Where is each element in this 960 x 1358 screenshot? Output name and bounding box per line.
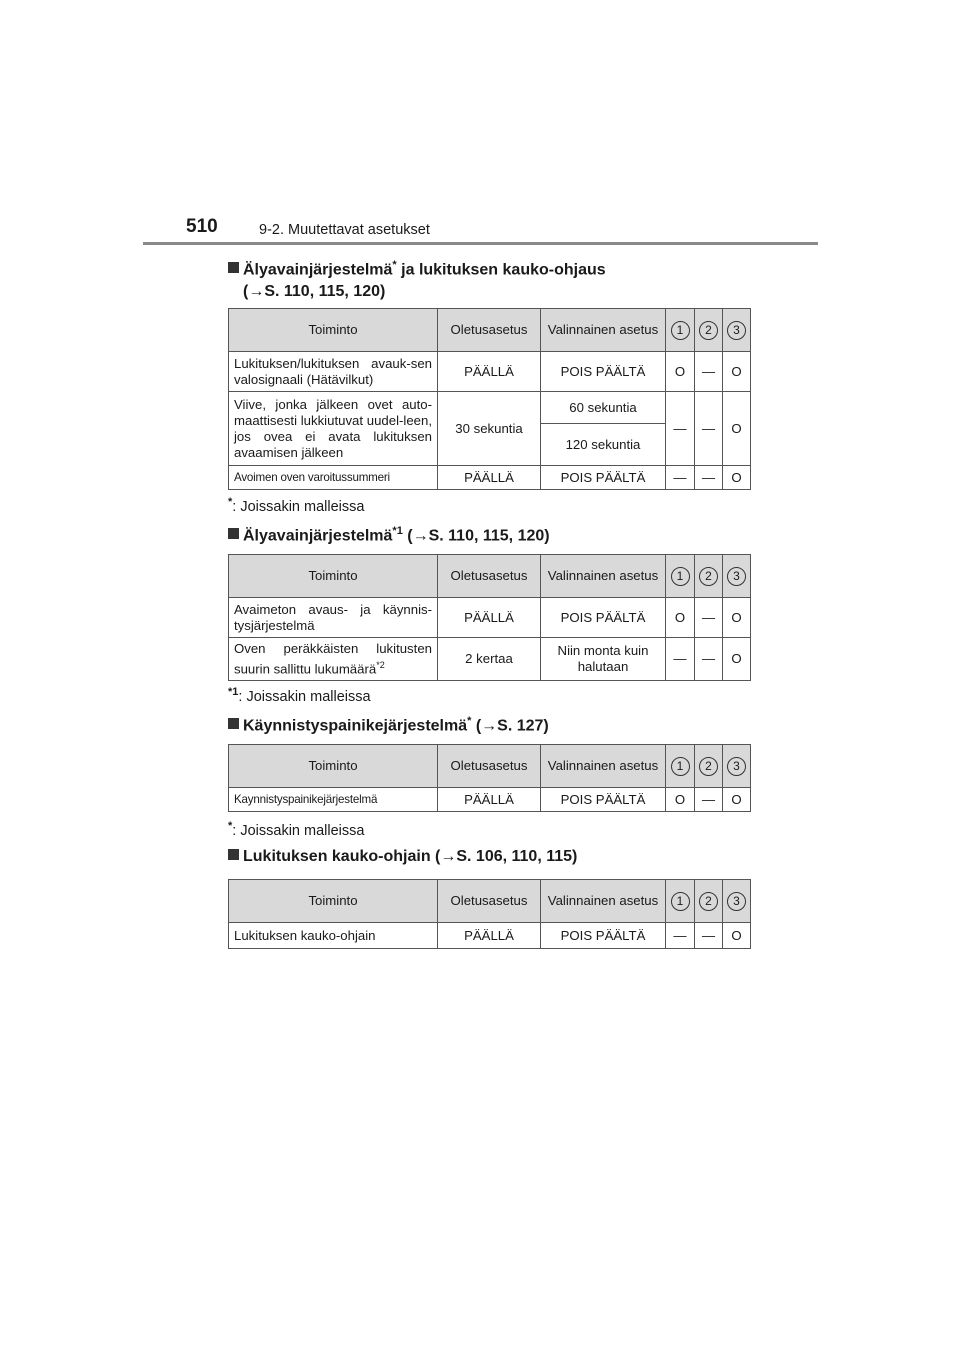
bullet-square-icon [228,718,239,729]
table-row: Lukituksen/lukituksen avauk-sen valosignaali (Hätävilkut) PÄÄLLÄ POIS PÄÄLTÄ O — O [229,352,751,392]
settings-table-4 [228,879,751,949]
bullet-square-icon [228,262,239,273]
table-row: 120 sekuntia [229,424,751,466]
settings-table-1 [228,308,751,490]
footnote-2: $^{*1}$: Joissakin malleissa [228,686,371,705]
table-row: Avoimen oven varoitussummeri PÄÄLLÄ POIS PÄÄLTÄ — — O [229,466,751,490]
section4-heading: Lukituksen kauko-ohjain (→S. 106, 110, 115) [228,846,577,868]
table-row: Kaynnistyspainikejärjestelmä PÄÄLLÄ POIS PÄÄLTÄ O — O [229,788,751,812]
table-row: Lukituksen kauko-ohjain PÄÄLLÄ POIS PÄÄLTÄ — — O [229,923,751,949]
bullet-square-icon [228,849,239,860]
footnote-3: *: Joissakin malleissa [228,820,365,839]
table-header-row: Toiminto Oletusasetus Valinnainen asetus 1 2 3 [229,309,751,352]
table-header-row: Toiminto Oletusasetus Valinnainen asetus 1 2 3 [229,555,751,598]
bullet-square-icon [228,528,239,539]
section3-heading: Käynnistyspainikejärjestelmä* (→S. 127) [228,710,549,737]
settings-table-3 [228,744,751,812]
table-header-row: Toiminto Oletusasetus Valinnainen asetus 1 2 3 [229,880,751,923]
table-row: Viive, jonka jälkeen ovet auto-maattisesti lukkiutuvat uudel-leen, jos ovea ei avata lukituksen avaamisen jälkeen 30 sekuntia 60 sekuntia — — O [229,392,751,424]
header-rule [143,242,818,245]
section2-heading: Älyavainjärjestelmä$^{*1}$ (→S. 110, 115, 120) [228,520,550,547]
footnote-1: *: Joissakin malleissa [228,496,365,515]
table-row: Oven peräkkäisten lukitusten suurin sallittu lukumäärä$^{*2}$ 2 kertaa Niin monta kuin halutaan — — O [229,638,751,681]
page-number: 510 [186,216,218,237]
section-title: 9-2. Muutettavat asetukset [259,222,430,238]
section1-heading: Älyavainjärjestelmä* ja lukituksen kauko-ohjaus (→S. 110, 115, 120) [228,254,606,303]
table-row: Avaimeton avaus- ja käynnis-tysjärjestelmä PÄÄLLÄ POIS PÄÄLTÄ O — O [229,598,751,638]
table-header-row: Toiminto Oletusasetus Valinnainen asetus 1 2 3 [229,745,751,788]
settings-table-2 [228,554,751,681]
